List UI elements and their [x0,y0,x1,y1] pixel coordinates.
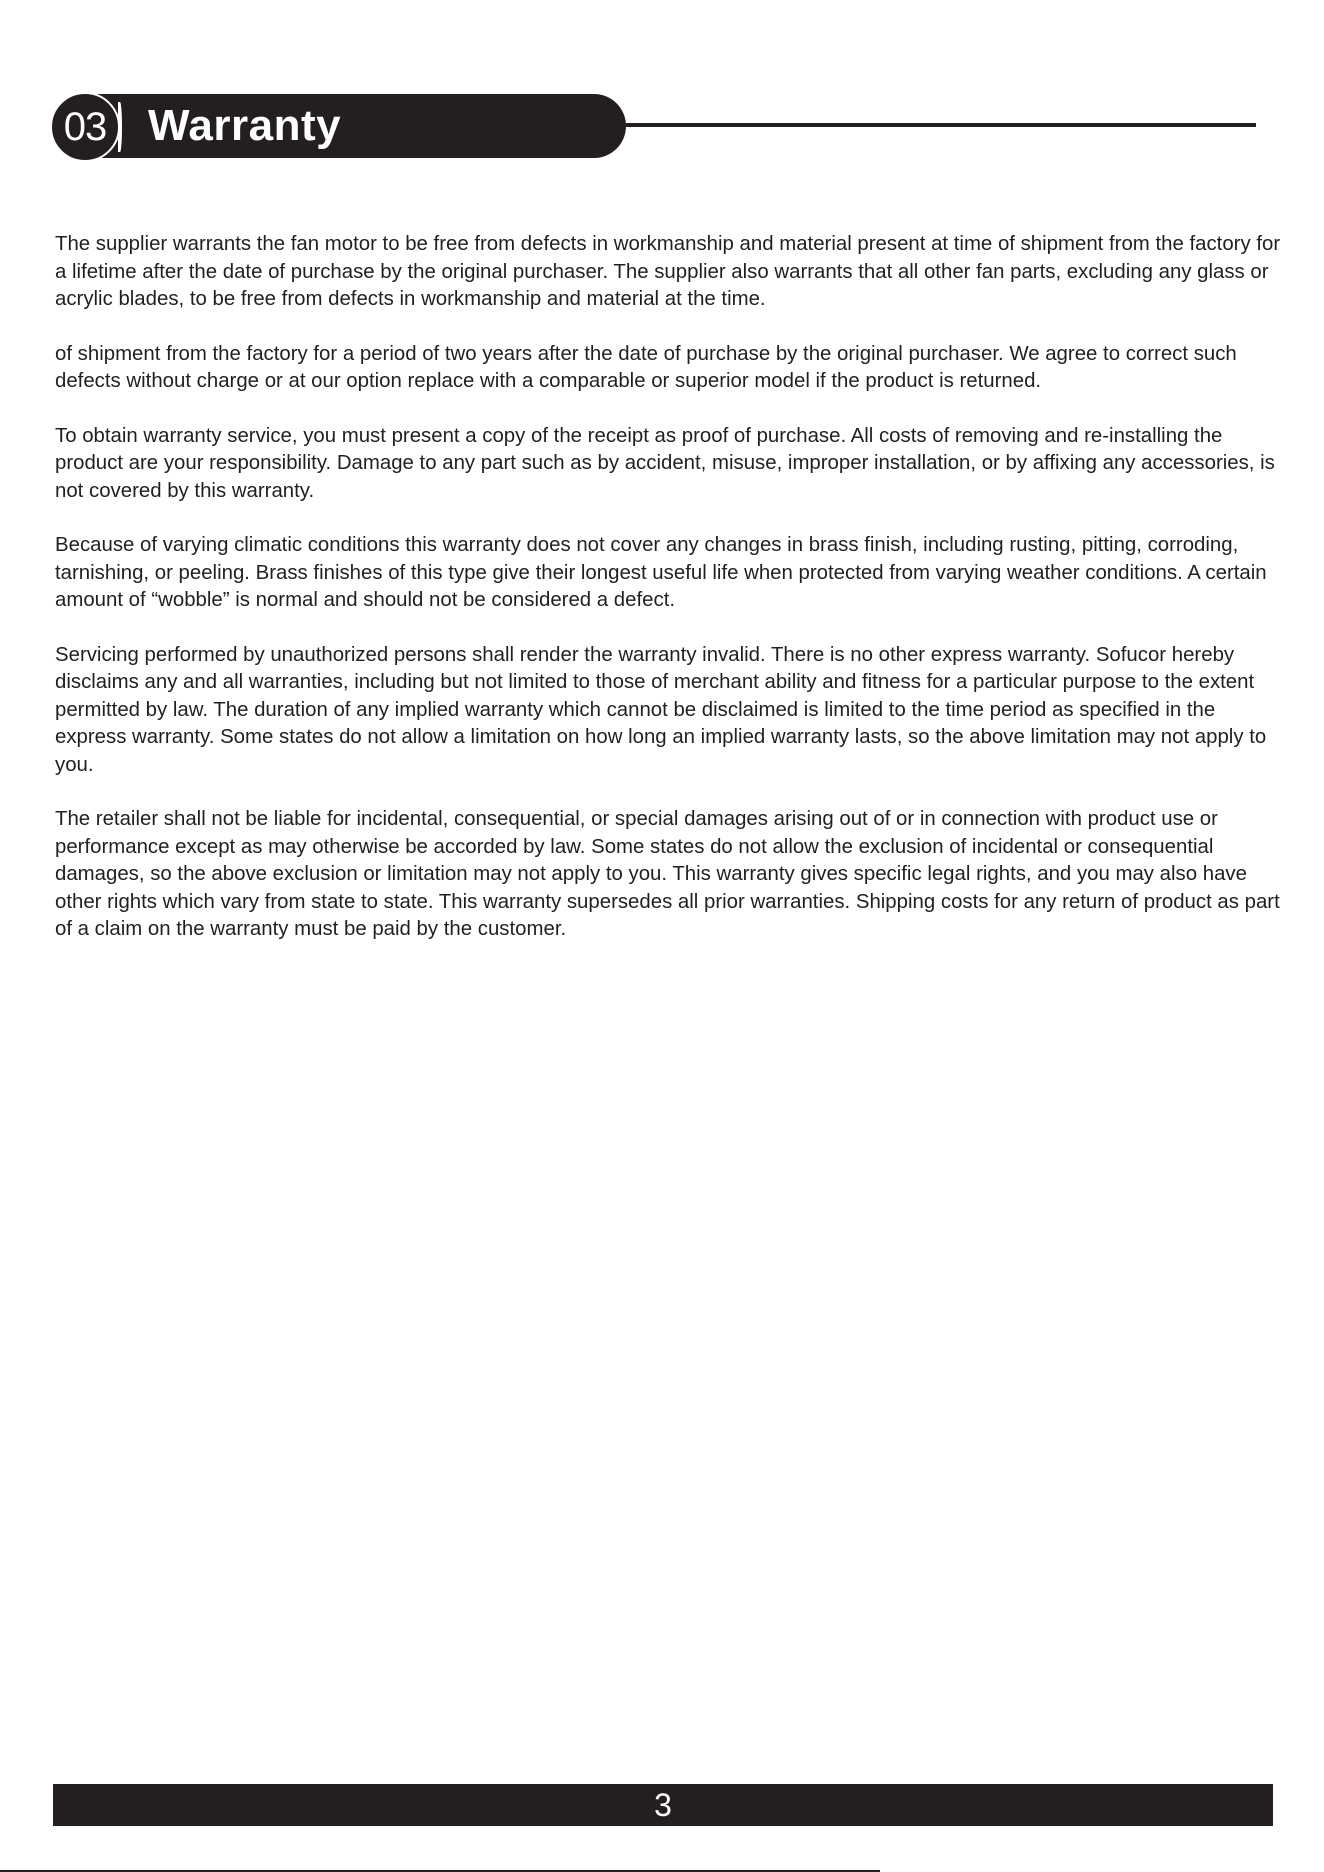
page-number: 3 [654,1787,672,1823]
header-rule [626,123,1256,127]
section-number: 03 [50,92,120,162]
paragraph: To obtain warranty service, you must present a copy of the receipt as proof of purchase. All costs of removing and re-installing the product are your responsibility. Damage to any part such as by accident, misuse, improper installation, or by affixing any accessories, is not covered by this warranty. [55,424,1275,502]
paragraph: Servicing performed by unauthorized persons shall render the warranty invalid. There is no other express warranty. Sofucor hereby disclaims any and all warranties, including but not limited to those of merchant ability and fitness for a particular purpose to the extent permitted by law. The duration of any implied warranty which cannot be disclaimed is limited to the time period as specified in the express warranty. Some states do not allow a limitation on how long an implied warranty lasts, so the above limitation may not apply to you. [55,643,1267,776]
section-header [50,92,1210,162]
paragraph: The supplier warrants the fan motor to be free from defects in workmanship and material present at time of shipment from the factory for a lifetime after the date of purchase by the original purchaser. The supplier also warrants that all other fan parts, excluding any glass or acrylic blades, to be free from defects in workmanship and material at the time. [55,233,1281,310]
page-footer [53,1784,1273,1826]
warranty-text [55,231,1285,971]
paragraph: Because of varying climatic conditions this warranty does not cover any changes in brass finish, including rusting, pitting, corroding, tarnishing, or peeling. Brass finishes of this type give their longest useful life when protected from varying weather conditions. A certain amount of “wobble” is normal and should not be considered a defect. [55,534,1267,611]
section-title: Warranty [148,101,342,150]
paragraph: The retailer shall not be liable for incidental, consequential, or special damages arising out of or in connection with product use or performance except as may otherwise be accorded by law. Some states do not allow the exclusion of incidental or consequential damages, so the above exclusion or limitation may not apply to you. This warranty gives specific legal rights, and you may also have other rights which vary from state to state. This warranty supersedes all prior warranties. Shipping costs for any return of product as part of a claim on the warranty must be paid by the customer. [55,808,1280,940]
paragraph: of shipment from the factory for a period of two years after the date of purchase by the original purchaser. We agree to correct such defects without charge or at our option replace with a comparable or superior model if the product is returned. [55,342,1237,392]
